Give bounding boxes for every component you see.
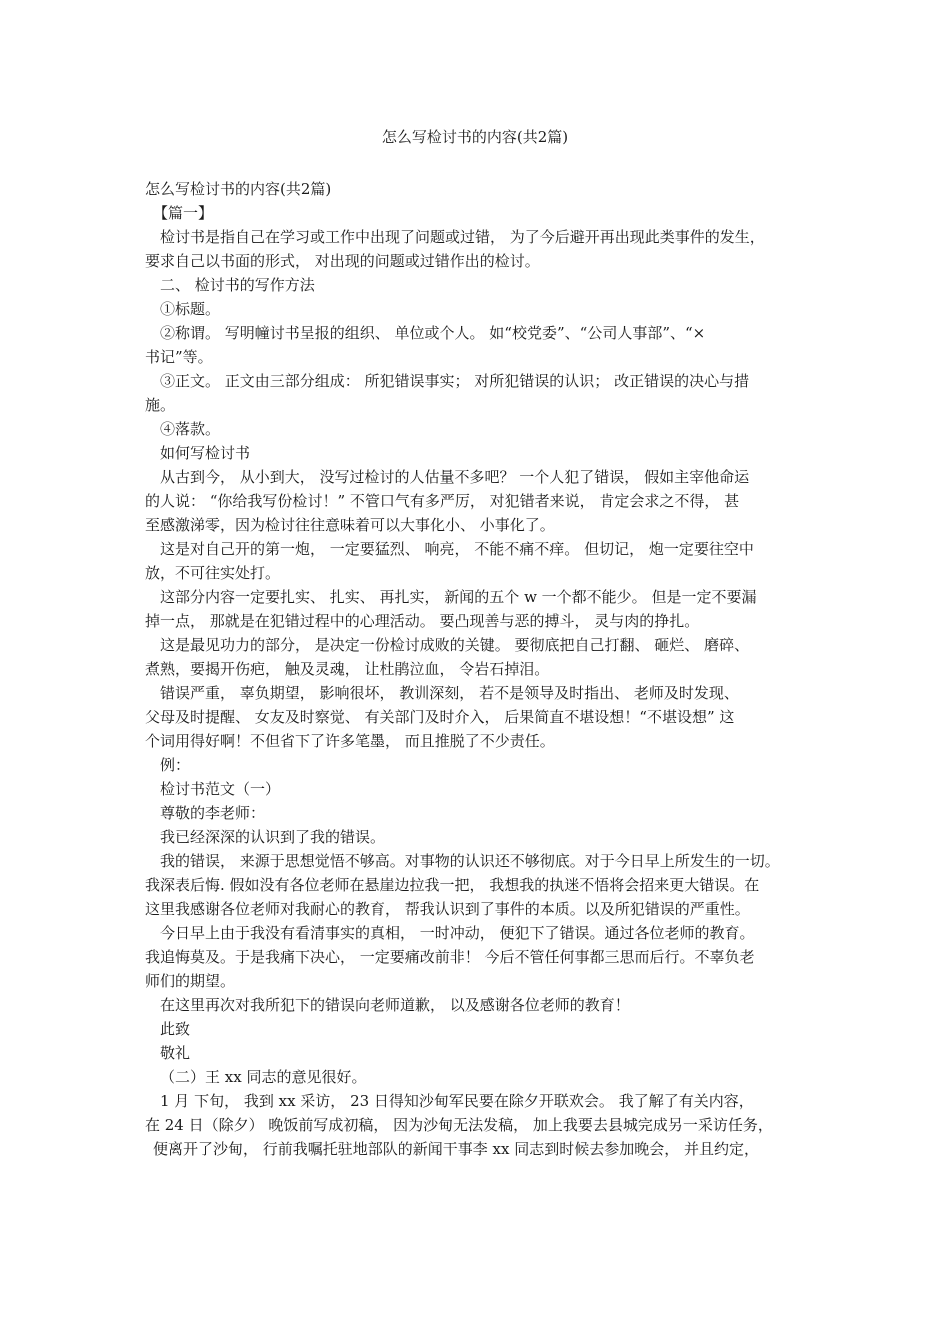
text-line: 我追悔莫及。于是我痛下决心， 一定要痛改前非！ 今后不管任何事都三思而后行。不辜负老 xyxy=(145,948,755,966)
document-body xyxy=(145,177,835,1161)
text-line: 【篇一】 xyxy=(153,204,214,222)
text-line: 要求自己以书面的形式， 对出现的问题或过错作出的检讨。 xyxy=(145,252,540,270)
text-line: 例： xyxy=(160,756,191,774)
text-line: （二）王 xx 同志的意见很好。 xyxy=(160,1068,367,1086)
text-line: 至感激涕零，因为检讨往往意味着可以大事化小、 小事化了。 xyxy=(145,516,555,534)
text-line: 怎么写检讨书的内容(共2篇) xyxy=(145,180,332,198)
text-line: 今日早上由于我没有看清事实的真相， 一时冲动， 便犯下了错误。通过各位老师的教育。 xyxy=(160,924,755,942)
text-line: 二、 检讨书的写作方法 xyxy=(160,276,315,294)
text-line: 1 月 下旬， 我到 xx 采访， 23 日得知沙甸军民要在除夕开联欢会。 我了解了有关内容， xyxy=(160,1092,754,1110)
text-line: 错误严重， 辜负期望， 影响很坏， 教训深刻， 若不是领导及时指出、 老师及时发现、 xyxy=(160,684,739,702)
text-line: 这里我感谢各位老师对我耐心的教育， 帮我认识到了事件的本质。以及所犯错误的严重性。 xyxy=(145,900,750,918)
text-line: 如何写检讨书 xyxy=(160,444,251,462)
text-line: 个词用得好啊！不但省下了许多笔墨， 而且推脱了不少责任。 xyxy=(145,732,555,750)
text-line: ①标题。 xyxy=(160,300,221,318)
text-line: 我已经深深的认识到了我的错误。 xyxy=(160,828,386,846)
text-line: 此致 xyxy=(160,1020,191,1038)
text-line: 这是最见功力的部分， 是决定一份检讨成败的关键。 要彻底把自己打翻、 砸烂、 磨碎、 xyxy=(160,636,750,654)
document-title: 怎么写检讨书的内容(共2篇) xyxy=(381,128,569,146)
text-line: 书记”等。 xyxy=(145,348,213,366)
text-line: 师们的期望。 xyxy=(145,972,236,990)
text-line: 敬礼 xyxy=(160,1044,191,1062)
text-line: 我深表后悔. 假如没有各位老师在悬崖边拉我一把， 我想我的执迷不悟将会招来更大错误。在 xyxy=(145,876,760,894)
text-line: 检讨书范文（一） xyxy=(160,780,281,798)
text-line: 这部分内容一定要扎实、 扎实、 再扎实， 新闻的五个 w 一个都不能少。 但是一定不要漏 xyxy=(160,588,757,606)
text-line: ②称谓。 写明幢讨书呈报的组织、 单位或个人。 如“校党委”、“公司人事部”、“× xyxy=(160,324,706,342)
text-line: 便离开了沙甸， 行前我嘱托驻地部队的新闻干事李 xx 同志到时候去参加晚会， 并且约定， xyxy=(153,1140,759,1158)
text-line: 在 24 日（除夕） 晚饭前写成初稿， 因为沙甸无法发稿， 加上我要去县城完成另一采访任务， xyxy=(145,1116,773,1134)
text-line: 的人说： “你给我写份检讨！” 不管口气有多严厉， 对犯错者来说， 肯定会求之不得， 甚 xyxy=(145,492,740,510)
text-line: 放，不可往实处打。 xyxy=(145,564,281,582)
text-line: 在这里再次对我所犯下的错误向老师道歉， 以及感谢各位老师的教育！ xyxy=(160,996,630,1014)
text-line: 从古到今， 从小到大， 没写过检讨的人估量不多吧？ 一个人犯了错误， 假如主宰他命运 xyxy=(160,468,750,486)
text-line: 我的错误， 来源于思想觉悟不够高。对事物的认识还不够彻底。对于今日早上所发生的一切。 xyxy=(160,852,780,870)
text-line: ③正文。 正文由三部分组成： 所犯错误事实； 对所犯错误的认识； 改正错误的决心与措 xyxy=(160,372,750,390)
text-line: 父母及时提醒、 女友及时察觉、 有关部门及时介入， 后果简直不堪设想！“不堪设想” 这 xyxy=(145,708,735,726)
text-line: 煮熟，要揭开伤疤， 触及灵魂， 让杜鹃泣血， 令岩石掉泪。 xyxy=(145,660,550,678)
text-line: 尊敬的李老师： xyxy=(160,804,266,822)
text-line: 检讨书是指自己在学习或工作中出现了问题或过错， 为了今后避开再出现此类事件的发生， xyxy=(160,228,765,246)
text-line: 施。 xyxy=(145,396,176,414)
text-line: 掉一点， 那就是在犯错过程中的心理活动。 要凸现善与恶的搏斗， 灵与肉的挣扎。 xyxy=(145,612,700,630)
text-line: 这是对自己开的第一炮， 一定要猛烈、 响亮， 不能不痛不痒。 但切记， 炮一定要往空中 xyxy=(160,540,754,558)
text-line: ④落款。 xyxy=(160,420,221,438)
